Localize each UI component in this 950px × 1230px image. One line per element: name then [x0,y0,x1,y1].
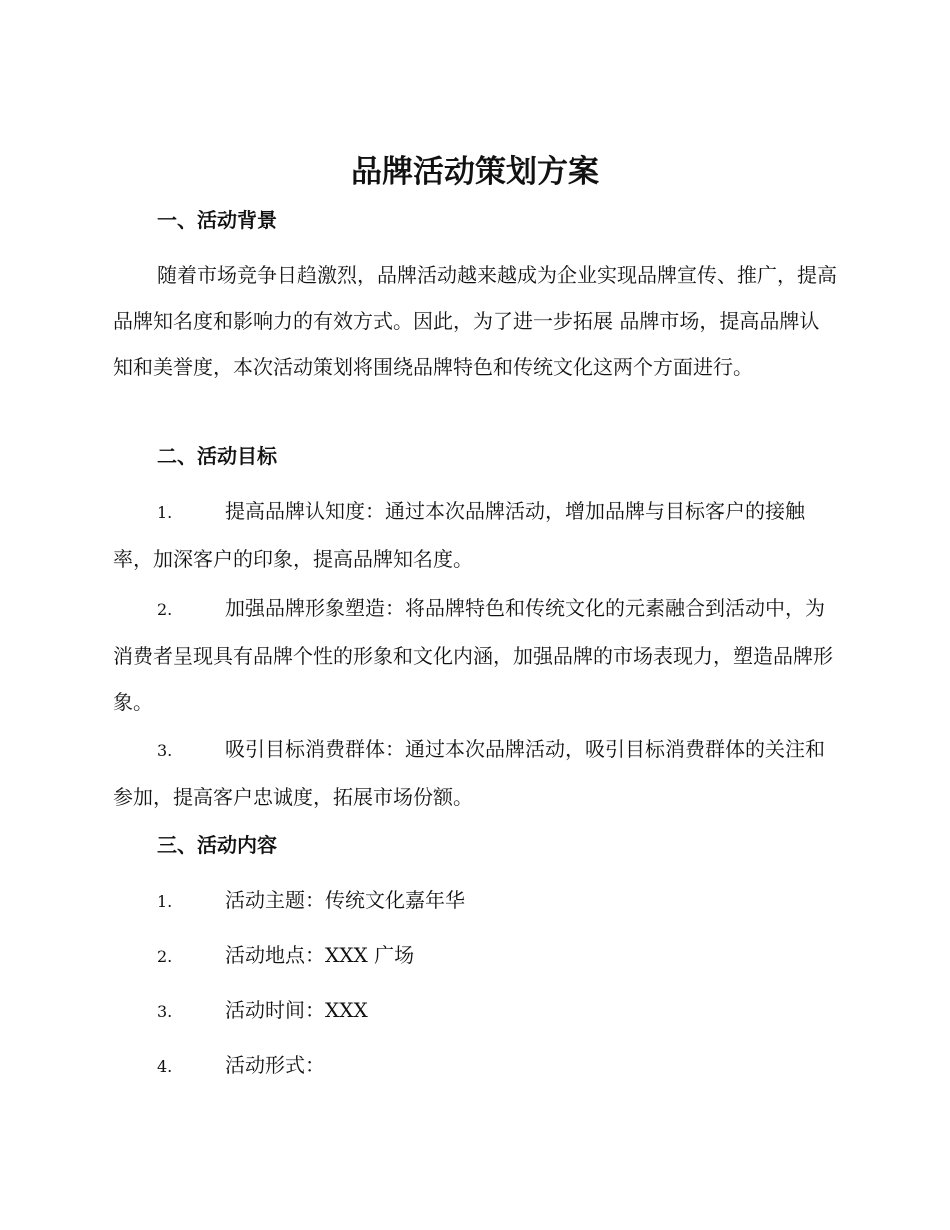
goal-item-1 [113,488,837,582]
content-item-1 [113,877,837,925]
document-title: 品牌活动策划方案 [351,154,599,190]
list-text: 活动主题：传统文化嘉年华 [225,888,465,912]
list-text: 提高品牌认知度：通过本次品牌活动，增加品牌与目标客户的接触率，加深客户的印象，提高品牌知名度。 [113,499,805,571]
section-heading-goals: 二、活动目标 [157,444,277,468]
section-heading-background: 一、活动背景 [157,208,277,232]
list-number: 2. [157,600,173,619]
section-heading-content: 三、活动内容 [157,833,277,857]
list-text: 活动时间：XXX [225,998,368,1022]
list-number: 3. [157,741,173,760]
list-text: 加强品牌形象塑造：将品牌特色和传统文化的元素融合到活动中，为消费者呈现具有品牌个性的形象和文化内涵，加强品牌的市场表现力，塑造品牌形象。 [113,596,833,714]
list-number: 4. [157,1057,173,1076]
background-paragraph: 随着市场竞争日趋激烈，品牌活动越来越成为企业实现品牌宣传、推广，提高品牌知名度和影响力的有效方式。因此，为了进一步拓展 品牌市场，提高品牌认知和美誉度，本次活动策划将围绕品牌特色和传统文化这两个方面进行。 [113,263,837,379]
goal-item-3 [113,726,837,820]
list-text: 活动地点：XXX 广场 [225,943,415,967]
list-number: 1. [157,503,173,522]
content-item-4 [113,1042,837,1090]
list-number: 3. [157,1002,173,1021]
content-item-3 [113,987,837,1035]
list-text: 吸引目标消费群体：通过本次品牌活动，吸引目标消费群体的关注和参加，提高客户忠诚度，拓展市场份额。 [113,737,825,809]
list-number: 1. [157,892,173,911]
content-item-2 [113,932,837,980]
list-number: 2. [157,947,173,966]
list-text: 活动形式： [225,1053,325,1077]
goal-item-2 [113,585,837,725]
